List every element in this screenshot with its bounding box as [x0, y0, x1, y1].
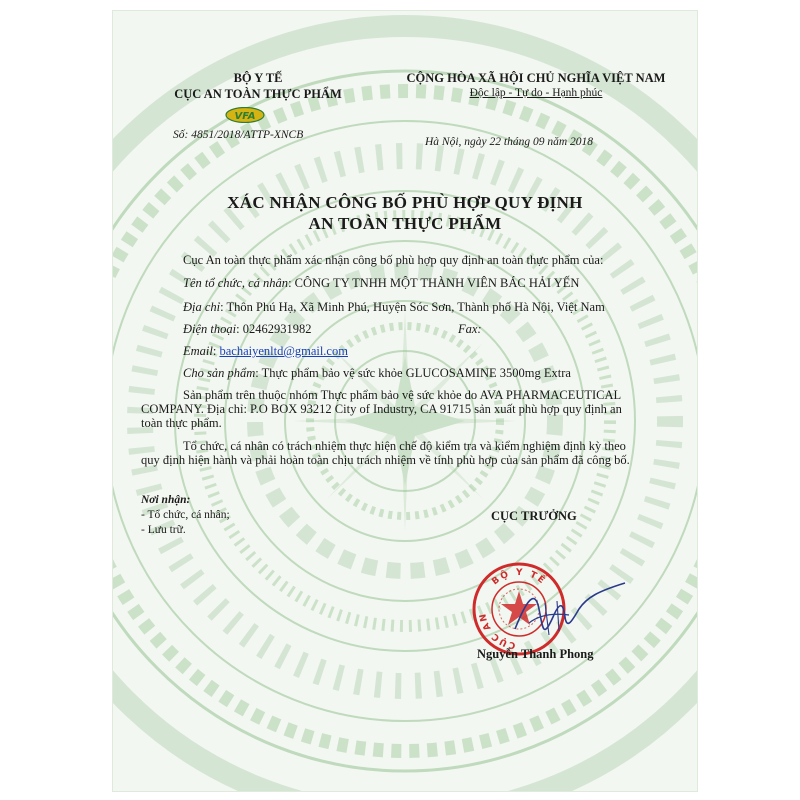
product-value: : Thực phẩm bảo vệ sức khỏe GLUCOSAMINE 3500mg Extra — [255, 366, 571, 380]
organization-value: : CÔNG TY TNHH MỘT THÀNH VIÊN BÁC HẢI YẾN — [288, 276, 580, 290]
email-separator: : — [212, 344, 217, 358]
intro-text: Cục An toàn thực phẩm xác nhận công bố phù hợp quy định an toàn thực phẩm của: — [183, 253, 604, 267]
phone-value: : 02462931982 — [236, 322, 312, 336]
address-label: Địa chỉ — [183, 300, 221, 314]
ministry-name: BỘ Y TẾ — [233, 71, 283, 85]
seal-top-text: BỘ Y TẾ — [490, 567, 548, 588]
organization-label: Tên tổ chức, cá nhân — [183, 276, 289, 290]
national-motto: Độc lập - Tự do - Hạnh phúc — [469, 87, 603, 99]
responsibility-line1: Tổ chức, cá nhân có trách nhiệm thực hiện chế độ kiểm tra và kiểm nghiệm định kỳ theo — [183, 439, 626, 453]
email-label: Email — [183, 344, 213, 358]
handwritten-signature-icon — [509, 579, 627, 649]
address-row — [183, 300, 605, 315]
issue-date: Hà Nội, ngày 22 tháng 09 năm 2018 — [425, 136, 594, 148]
product-label: Cho sản phẩm — [183, 366, 256, 380]
email-link[interactable]: bachaiyenltd@gmail.com — [219, 344, 348, 358]
document-page — [112, 10, 698, 792]
document-number: Số: 4851/2018/ATTP-XNCB — [173, 129, 304, 141]
manufacturer-line2: COMPANY. Địa chỉ: P.O BOX 93212 City of Industry, CA 91715 sản xuất phù hợp quy định an — [141, 402, 622, 416]
recipient-item-1: - Tổ chức, cá nhân; — [141, 509, 230, 521]
manufacturer-line1: Sản phẩm trên thuộc nhóm Thực phẩm bảo vệ sức khỏe do AVA PHARMACEUTICAL — [183, 388, 622, 402]
document-title-line1: XÁC NHẬN CÔNG BỐ PHÙ HỢP QUY ĐỊNH — [227, 193, 583, 212]
organization-row — [183, 276, 579, 291]
document-title-line2: AN TOÀN THỰC PHẨM — [308, 214, 502, 233]
seal-left-text: CỤC AN — [478, 611, 517, 650]
vfa-logo-text: VFA — [234, 111, 256, 122]
manufacturer-line3: toàn thực phẩm. — [141, 416, 222, 430]
vfa-logo-icon — [225, 107, 265, 123]
address-value: : Thôn Phú Hạ, Xã Minh Phú, Huyện Sóc Sơn, Thành phố Hà Nội, Việt Nam — [220, 300, 605, 314]
recipients-heading: Nơi nhận: — [141, 494, 191, 506]
signer-title: CỤC TRƯỞNG — [491, 509, 577, 523]
phone-row — [183, 322, 311, 337]
republic-name: CỘNG HÒA XÃ HỘI CHỦ NGHĨA VIỆT NAM — [406, 71, 666, 85]
email-row — [183, 344, 348, 359]
product-row — [183, 366, 571, 381]
agency-name: CỤC AN TOÀN THỰC PHẨM — [174, 87, 342, 101]
responsibility-line2: quy định hiện hành và phải hoàn toàn chịu trách nhiệm về tính phù hợp của sản phẩm đã công bố. — [141, 453, 630, 467]
recipient-item-2: - Lưu trữ. — [141, 524, 186, 536]
signer-name: Nguyễn Thanh Phong — [477, 647, 594, 661]
phone-label: Điện thoại — [183, 322, 237, 336]
fax-label: Fax: — [458, 322, 482, 336]
